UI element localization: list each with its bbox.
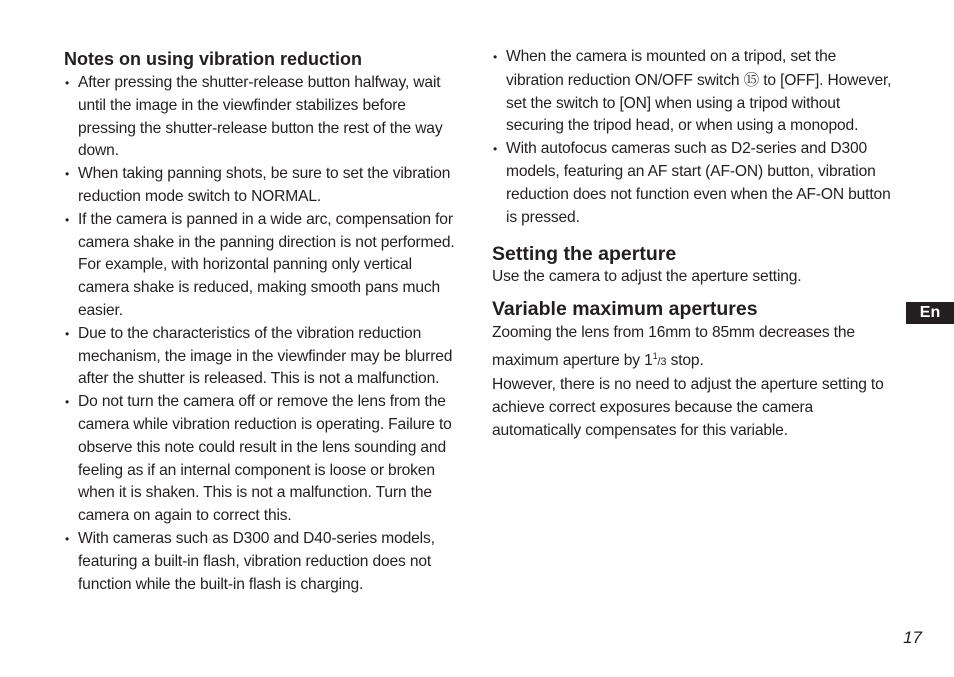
setting-aperture-text: Use the camera to adjust the aperture setting. (492, 268, 802, 286)
variable-apertures-text-start: Zooming the lens from 16mm to 85mm decreases the maximum aperture by 1 (492, 324, 855, 370)
list-item: • Due to the characteristics of the vibration reduction mechanism, the image in the viewfinder may be blurred after the shutter is released. This is not a malfunction. (64, 323, 464, 391)
vr-notes-heading: Notes on using vibration reduction (64, 49, 363, 69)
tripod-note-text-end: to [OFF]. However, set the switch to [ON] when using a tripod without securing the tripod head, or when using a monopod. (506, 71, 892, 135)
vr-notes-list (64, 72, 464, 596)
language-tab: En (906, 302, 954, 324)
left-column (64, 46, 464, 596)
variable-apertures-text-end: stop. (666, 352, 704, 370)
vr-notes-list-continued (492, 46, 892, 229)
page-number: 17 (903, 628, 922, 647)
list-item: • Do not turn the camera off or remove the lens from the camera while vibration reduction is operating. Failure to observe this note could result in the lens sounding and feeling as if an internal component is loose or broken when it is shaken. This is not a malfunction. Turn the camera on again to correct this. (64, 391, 464, 528)
setting-aperture-heading: Setting the aperture (492, 243, 677, 266)
variable-apertures-text (492, 322, 892, 374)
list-item (492, 46, 892, 138)
one-third-fraction (652, 351, 667, 369)
list-item: • When taking panning shots, be sure to set the vibration reduction mode switch to NORMAL. (64, 163, 464, 209)
variable-apertures-note: However, there is no need to adjust the aperture setting to achieve correct exposures because the camera automatically compensates for this variable. (492, 375, 884, 439)
list-item: • With cameras such as D300 and D40-series models, featuring a built-in flash, vibration reduction does not function while the built-in flash is charging. (64, 528, 464, 596)
list-item: • After pressing the shutter-release button halfway, wait until the image in the viewfinder stabilizes before pressing the shutter-release button the rest of the way down. (64, 72, 464, 163)
list-item: • If the camera is panned in a wide arc, compensation for camera shake in the panning direction is not performed. For example, with horizontal panning only vertical camera shake is reduced, making smooth pans much easier. (64, 209, 464, 323)
fraction-denominator: /3 (657, 356, 667, 369)
variable-apertures-heading: Variable maximum apertures (492, 298, 758, 321)
right-column (492, 46, 892, 442)
fraction-numerator: 1 (652, 351, 658, 362)
switch-15-icon: ⑮ (743, 70, 760, 89)
tripod-note-text-start: When the camera is mounted on a tripod, set the vibration reduction ON/OFF switch (506, 48, 837, 89)
list-item: • With autofocus cameras such as D2-series and D300 models, featuring an AF start (AF-ON) button, vibration reduction does not function even when the AF-ON button is pressed. (492, 138, 892, 229)
